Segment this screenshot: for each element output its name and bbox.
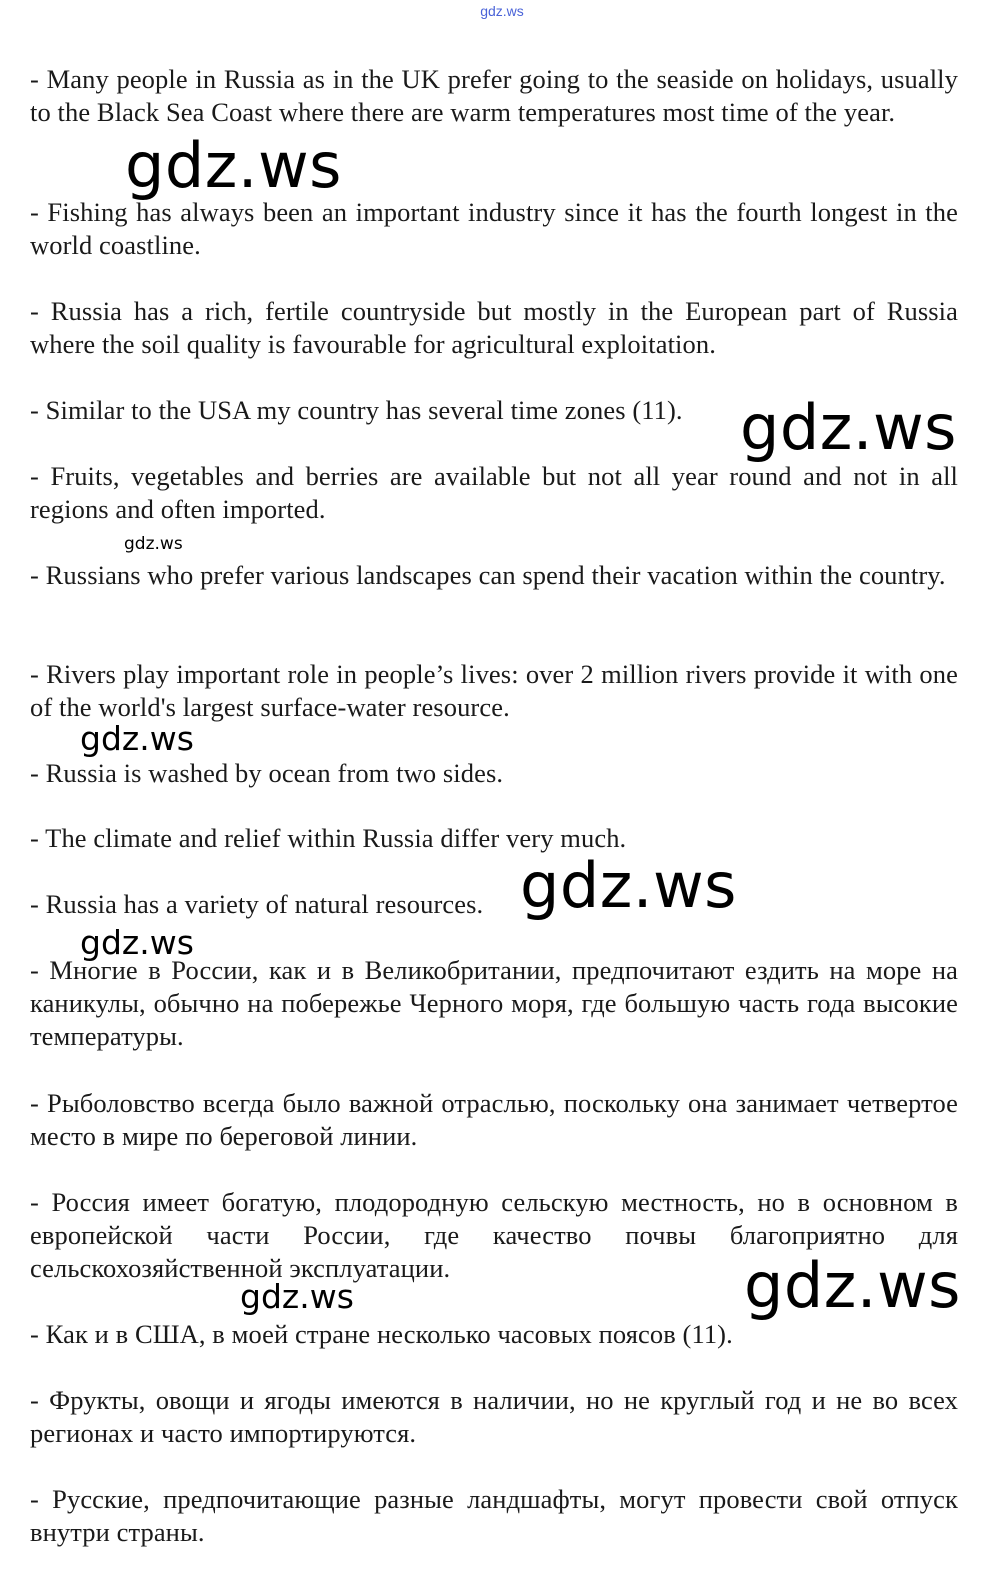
paragraph-ru-3: - Россия имеет богатую, плодородную сельскую местность, но в основном в европейской части России, где качество почвы благоприятно для сельскохозяйственной эксплуатации. [30,1187,958,1283]
watermark-logo: gdz.ws [80,719,194,758]
paragraph-en-3: - Russia has a rich, fertile countryside but mostly in the European part of Russia where the soil quality is favourable for agricultural exploitation. [30,296,958,359]
watermark-logo: gdz.ws [240,1277,354,1316]
paragraph-en-5: - Fruits, vegetables and berries are available but not all year round and not in all regions and often imported. [30,461,958,524]
paragraph-ru-6: - Русские, предпочитающие разные ландшафты, могут провести свой отпуск внутри страны. [30,1484,958,1547]
watermark-logo: gdz.ws [80,923,194,962]
paragraph-en-10: - Russia has a variety of natural resources. [30,889,484,919]
watermark-logo: gdz.ws [740,391,957,464]
paragraph-en-9: - The climate and relief within Russia differ very much. [30,823,627,853]
watermark-logo: gdz.ws [520,849,737,922]
paragraph-en-6: - Russians who prefer various landscapes can spend their vacation within the country. [30,560,946,590]
paragraph-en-1: - Many people in Russia as in the UK prefer going to the seaside on holidays, usually to the Black Sea Coast where there are warm temperatures most time of the year. [30,64,958,127]
paragraph-en-8: - Russia is washed by ocean from two sides. [30,758,504,788]
watermark-logo: gdz.ws [125,129,342,202]
watermark-logo: gdz.ws [744,1249,961,1322]
paragraph-ru-2: - Рыболовство всегда было важной отраслью, поскольку она занимает четвертое место в мире по береговой линии. [30,1088,958,1151]
paragraph-ru-5: - Фрукты, овощи и ягоды имеются в наличии, но не круглый год и не во всех регионах и часто импортируются. [30,1385,958,1448]
site-link[interactable]: gdz.ws [480,3,524,19]
paragraph-en-4: - Similar to the USA my country has several time zones (11). [30,395,683,425]
watermark-logo: gdz.ws [124,534,183,554]
paragraph-en-7: - Rivers play important role in people’s lives: over 2 million rivers provide it with one of the world's largest surface-water resource. [30,659,958,722]
paragraph-en-2: - Fishing has always been an important industry since it has the fourth longest in the world coastline. [30,197,958,260]
paragraph-ru-4: - Как и в США, в моей стране несколько часовых поясов (11). [30,1319,733,1349]
paragraph-ru-1: - Многие в России, как и в Великобритании, предпочитают ездить на море на каникулы, обычно на побережье Черного моря, где большую часть года высокие температуры. [30,955,958,1051]
